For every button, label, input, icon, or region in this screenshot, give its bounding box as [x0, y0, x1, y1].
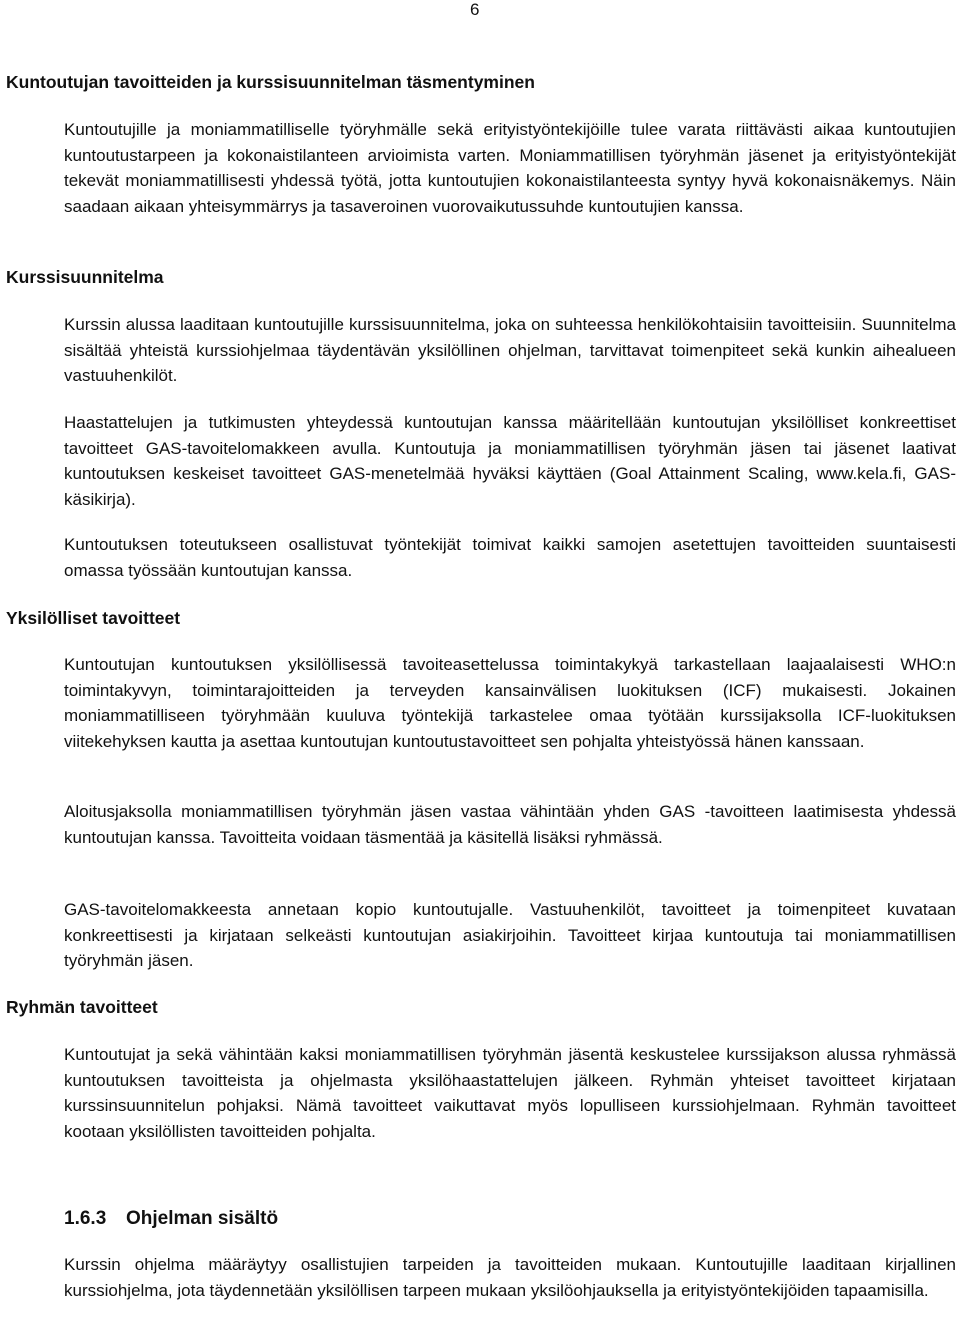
- paragraph: Aloitusjaksolla moniammatillisen työryhmän jäsen vastaa vähintään yhden GAS -tavoitteen laatimisesta yhdessä kuntoutujan kanssa. Tavoitteita voidaan täsmentää ja käsitellä lisäksi ryhmässä.: [64, 802, 956, 847]
- paragraph: Kuntoutujan kuntoutuksen yksilöllisessä tavoiteasettelussa toimintakykyä tarkastellaan laajaalaisesti WHO:n toimintakyvyn, toimintarajoitteiden ja terveyden kansainvälisen luokituksen (ICF) mukaisesti. Jokainen moniammatilliseen työryhmään kuuluva työntekijä tarkastelee omaa työtään kurssijaksolla ICF-luokituksen viitekehyksen kautta ja asettaa kuntoutujan kuntoutustavoitteet sen pohjalta yhteistyössä hänen kanssaan.: [64, 655, 956, 751]
- paragraph: Kuntoutujille ja moniammatilliselle työryhmälle sekä erityistyöntekijöille tulee varata riittävästi aikaa kuntoutujien kuntoutustarpeen ja kokonaistilanteen arvioimista varten. Moniammatillisen työryhmän jäsenet ja erityistyöntekijät tekevät moniammatillisesti yhdessä työtä, jotta kuntoutujien kokonaistilanteesta syntyy hyvä kokonaisnäkemys. Näin saadaan aikaan yhteisymmärrys ja tasaveroinen vuorovaikutussuhde kuntoutujien kanssa.: [64, 120, 956, 216]
- section-heading: Kuntoutujan tavoitteiden ja kurssisuunnitelman täsmentyminen: [6, 72, 535, 92]
- paragraph: Kuntoutuksen toteutukseen osallistuvat työntekijät toimivat kaikki samojen asetettujen tavoitteiden suuntaisesti omassa työssään kuntoutujan kanssa.: [64, 535, 956, 580]
- page-number: 6: [470, 0, 480, 19]
- paragraph: Kuntoutujat ja sekä vähintään kaksi moniammatillisen työryhmän jäsentä keskustelee kurssijakson alussa ryhmässä kuntoutuksen tavoitteista ja ohjelmasta yksilöhaastattelujen jälkeen. Ryhmän yhteiset tavoitteet kirjataan kurssinsuunnitelun pohjaksi. Nämä tavoitteet vaikuttavat myös lopulliseen kurssiohjelmaan. Ryhmän tavoitteet kootaan yksilöllisten tavoitteiden pohjalta.: [64, 1045, 956, 1141]
- subsection-heading: [64, 1208, 278, 1230]
- subsection-number: 1.6.3: [64, 1208, 107, 1229]
- section-heading: Kurssisuunnitelma: [6, 267, 164, 287]
- paragraph: Haastattelujen ja tutkimusten yhteydessä kuntoutujan kanssa määritellään kuntoutujan yksilölliset konkreettiset tavoitteet GAS-tavoitelomakkeen avulla. Kuntoutuja ja moniammatillisen työryhmän jäsen tai jäsenet laativat kuntoutuksen keskeiset tavoitteet GAS-menetelmää hyväksi käyttäen (Goal Attainment Scaling, www.kela.fi, GAS-käsikirja).: [64, 413, 956, 509]
- paragraph: Kurssin alussa laaditaan kuntoutujille kurssisuunnitelma, joka on suhteessa henkilökohtaisiin tavoitteisiin. Suunnitelma sisältää yhteistä kurssiohjelmaa täydentävän yksilöllinen ohjelman, tarvittavat toimenpiteet sekä kunkin aihealueen vastuuhenkilöt.: [64, 315, 956, 385]
- subsection-title: Ohjelman sisältö: [126, 1208, 279, 1229]
- paragraph: GAS-tavoitelomakkeesta annetaan kopio kuntoutujalle. Vastuuhenkilöt, tavoitteet ja toimenpiteet kuvataan konkreettisesti ja kirjataan selkeästi kuntoutujan asiakirjoihin. Tavoitteet kirjaa kuntoutuja tai moniammatillisen työryhmän jäsen.: [64, 900, 956, 970]
- section-heading: Yksilölliset tavoitteet: [6, 608, 181, 628]
- paragraph: Kurssin ohjelma määräytyy osallistujien tarpeiden ja tavoitteiden mukaan. Kuntoutujille laaditaan kirjallinen kurssiohjelma, jota täydennetään yksilöllisen tarpeen mukaan yksilöohjauksella ja erityistyöntekijöiden tapaamisilla.: [64, 1255, 956, 1300]
- section-heading: Ryhmän tavoitteet: [6, 997, 158, 1017]
